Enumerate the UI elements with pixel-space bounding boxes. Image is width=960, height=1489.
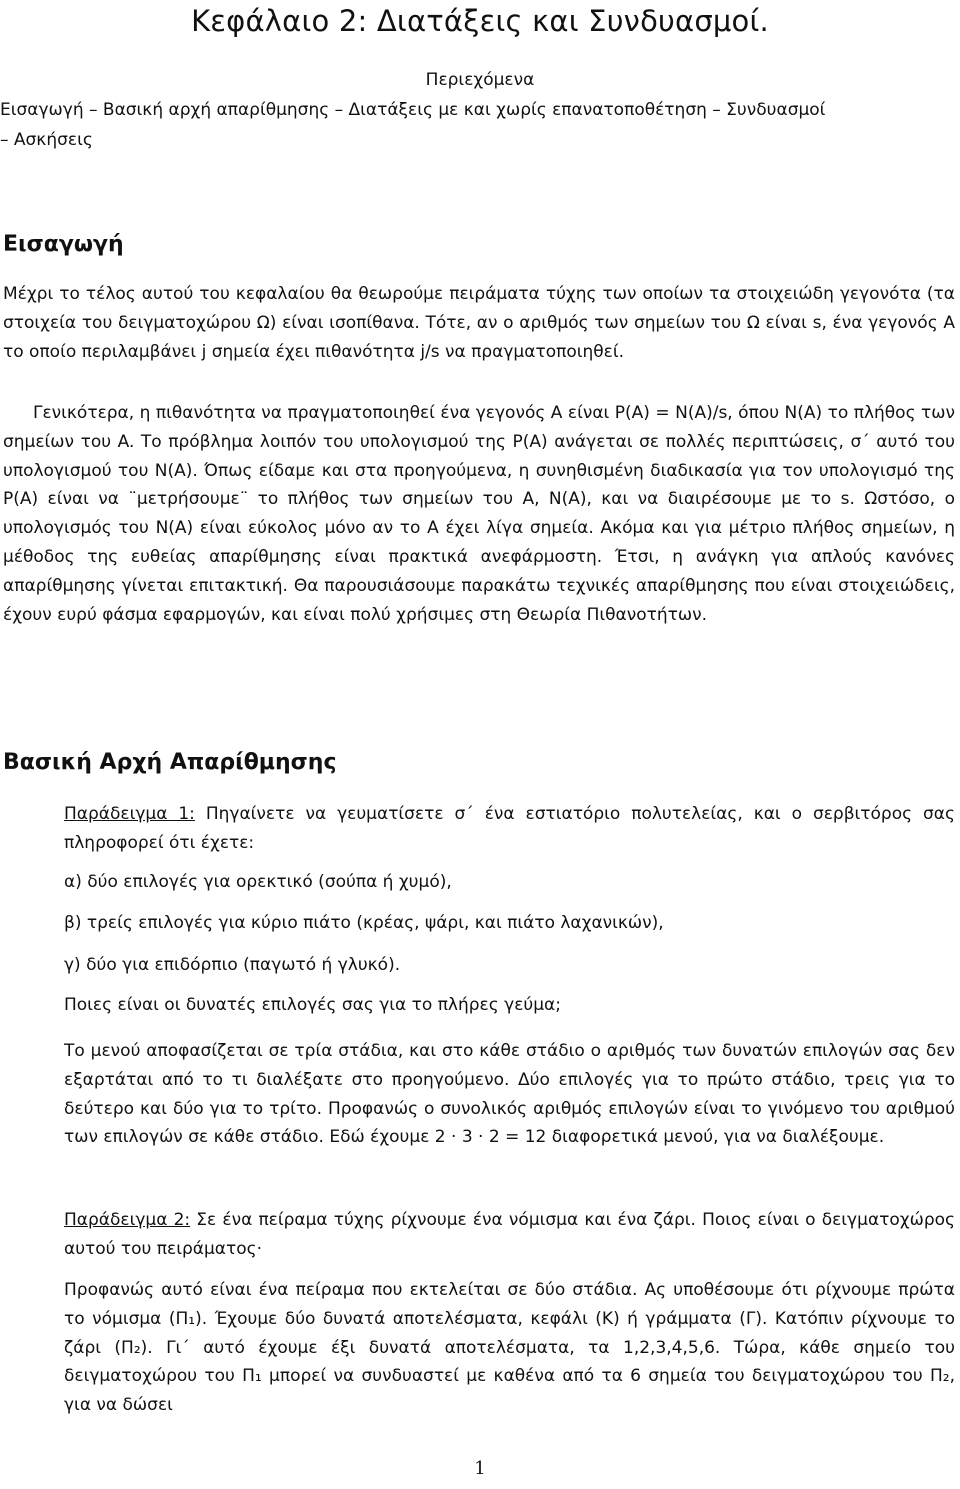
toc-heading: Περιεχόμενα	[425, 70, 535, 90]
chapter-title: Κεφάλαιο 2: Διατάξεις και Συνδυασμοί.	[191, 4, 769, 38]
intro-heading: Εισαγωγή	[3, 232, 124, 257]
example-1-question: Ποιες είναι οι δυνατές επιλογές σας για το πλήρες γεύμα;	[64, 995, 561, 1015]
example-1-label: Παράδειγμα 1:	[64, 804, 195, 824]
example-1-text: Πηγαίνετε να γευματίσετε σ΄ ένα εστιατόριο πολυτελείας, και ο σερβιτόρος σας πληροφορεί ότι έχετε:	[64, 804, 955, 853]
example-2	[64, 1206, 955, 1264]
example-1	[64, 800, 955, 858]
basic-heading: Βασική Αρχή Απαρίθμησης	[3, 750, 337, 775]
toc-line-2: – Ασκήσεις	[0, 130, 93, 150]
page-number: 1	[474, 1458, 486, 1479]
intro-paragraph-1: Μέχρι το τέλος αυτού του κεφαλαίου θα θεωρούμε πειράματα τύχης των οποίων τα στοιχειώδη γεγονότα (τα στοιχεία του δειγματοχώρου Ω) είναι ισοπίθανα. Τότε, αν ο αριθμός των σημείων του Ω είναι s, ένα γεγονός A το οποίο περιλαμβάνει j σημεία έχει πιθανότητα j/s να πραγματοποιηθεί.	[3, 284, 955, 362]
example-2-answer: Προφανώς αυτό είναι ένα πείραμα που εκτελείται σε δύο στάδια. Ας υποθέσουμε ότι ρίχνουμε πρώτα το νόμισμα (Π₁). Έχουμε δύο δυνατά αποτελέσματα, κεφάλι (Κ) ή γράμματα (Γ). Κατόπιν ρίχνουμε το ζάρι (Π₂). Γι΄ αυτό έχουμε έξι δυνατά αποτελέσματα, τα 1,2,3,4,5,6. Τώρα, κάθε σημείο του δειγματοχώρου του Π₁ μπορεί να συνδυαστεί με καθένα από τα 6 σημεία του δειγματοχώρου του Π₂, για να δώσει	[64, 1280, 955, 1416]
option-c: γ) δύο για επιδόρπιο (παγωτό ή γλυκό).	[64, 955, 401, 975]
option-b: β) τρείς επιλογές για κύριο πιάτο (κρέας, ψάρι, και πιάτο λαχανικών),	[64, 913, 664, 933]
example-1-answer: Το μενού αποφασίζεται σε τρία στάδια, και στο κάθε στάδιο ο αριθμός των δυνατών επιλογών σας δεν εξαρτάται από το τι διαλέξατε στο προηγούμενο. Δύο επιλογές για το πρώτο στάδιο, τρεις για το δεύτερο και δύο για το τρίτο. Προφανώς ο συνολικός αριθμός επιλογών είναι το γινόμενο του αριθμού των επιλογών σε κάθε στάδιο. Εδώ έχουμε 2 · 3 · 2 = 12 διαφορετικά μενού, για να διαλέξουμε.	[64, 1041, 955, 1148]
option-a: α) δύο επιλογές για ορεκτικό (σούπα ή χυμό),	[64, 872, 452, 892]
example-2-text: Σε ένα πείραμα τύχης ρίχνουμε ένα νόμισμα και ένα ζάρι. Ποιος είναι ο δειγματοχώρος αυτού του πειράματος·	[64, 1210, 956, 1259]
toc-line-1: Εισαγωγή – Βασική αρχή απαρίθμησης – Διατάξεις με και χωρίς επανατοποθέτηση – Συνδυασμοί	[0, 100, 826, 120]
example-2-label: Παράδειγμα 2:	[64, 1210, 191, 1230]
intro-paragraph-2: Γενικότερα, η πιθανότητα να πραγματοποιηθεί ένα γεγονός A είναι P(A) = N(A)/s, όπου N(A) το πλήθος των σημείων του A. Το πρόβλημα λοιπόν του υπολογισμού της P(A) ανάγεται σε πολλές περιπτώσεις, σ΄ αυτό του υπολογισμού του N(A). Όπως είδαμε και στα προηγούμενα, η συνηθισμένη διαδικασία για τον υπολογισμό της P(A) είναι να ¨μετρήσουμε¨ το πλήθος των σημείων του A, N(A), και να διαιρέσουμε με το s. Ωστόσο, ο υπολογισμός του N(A) είναι εύκολος μόνο αν το A έχει λίγα σημεία. Ακόμα και για μέτριο πλήθος σημείων, η μέθοδος της ευθείας απαρίθμησης είναι πρακτικά ανεφάρμοστη. Έτσι, η ανάγκη για απλούς κανόνες απαρίθμησης γίνεται επιτακτική. Θα παρουσιάσουμε παρακάτω τεχνικές απαρίθμησης που είναι στοιχειώδεις, έχουν ευρύ φάσμα εφαρμογών, και είναι πολύ χρήσιμες στη Θεωρία Πιθανοτήτων.	[3, 403, 955, 625]
